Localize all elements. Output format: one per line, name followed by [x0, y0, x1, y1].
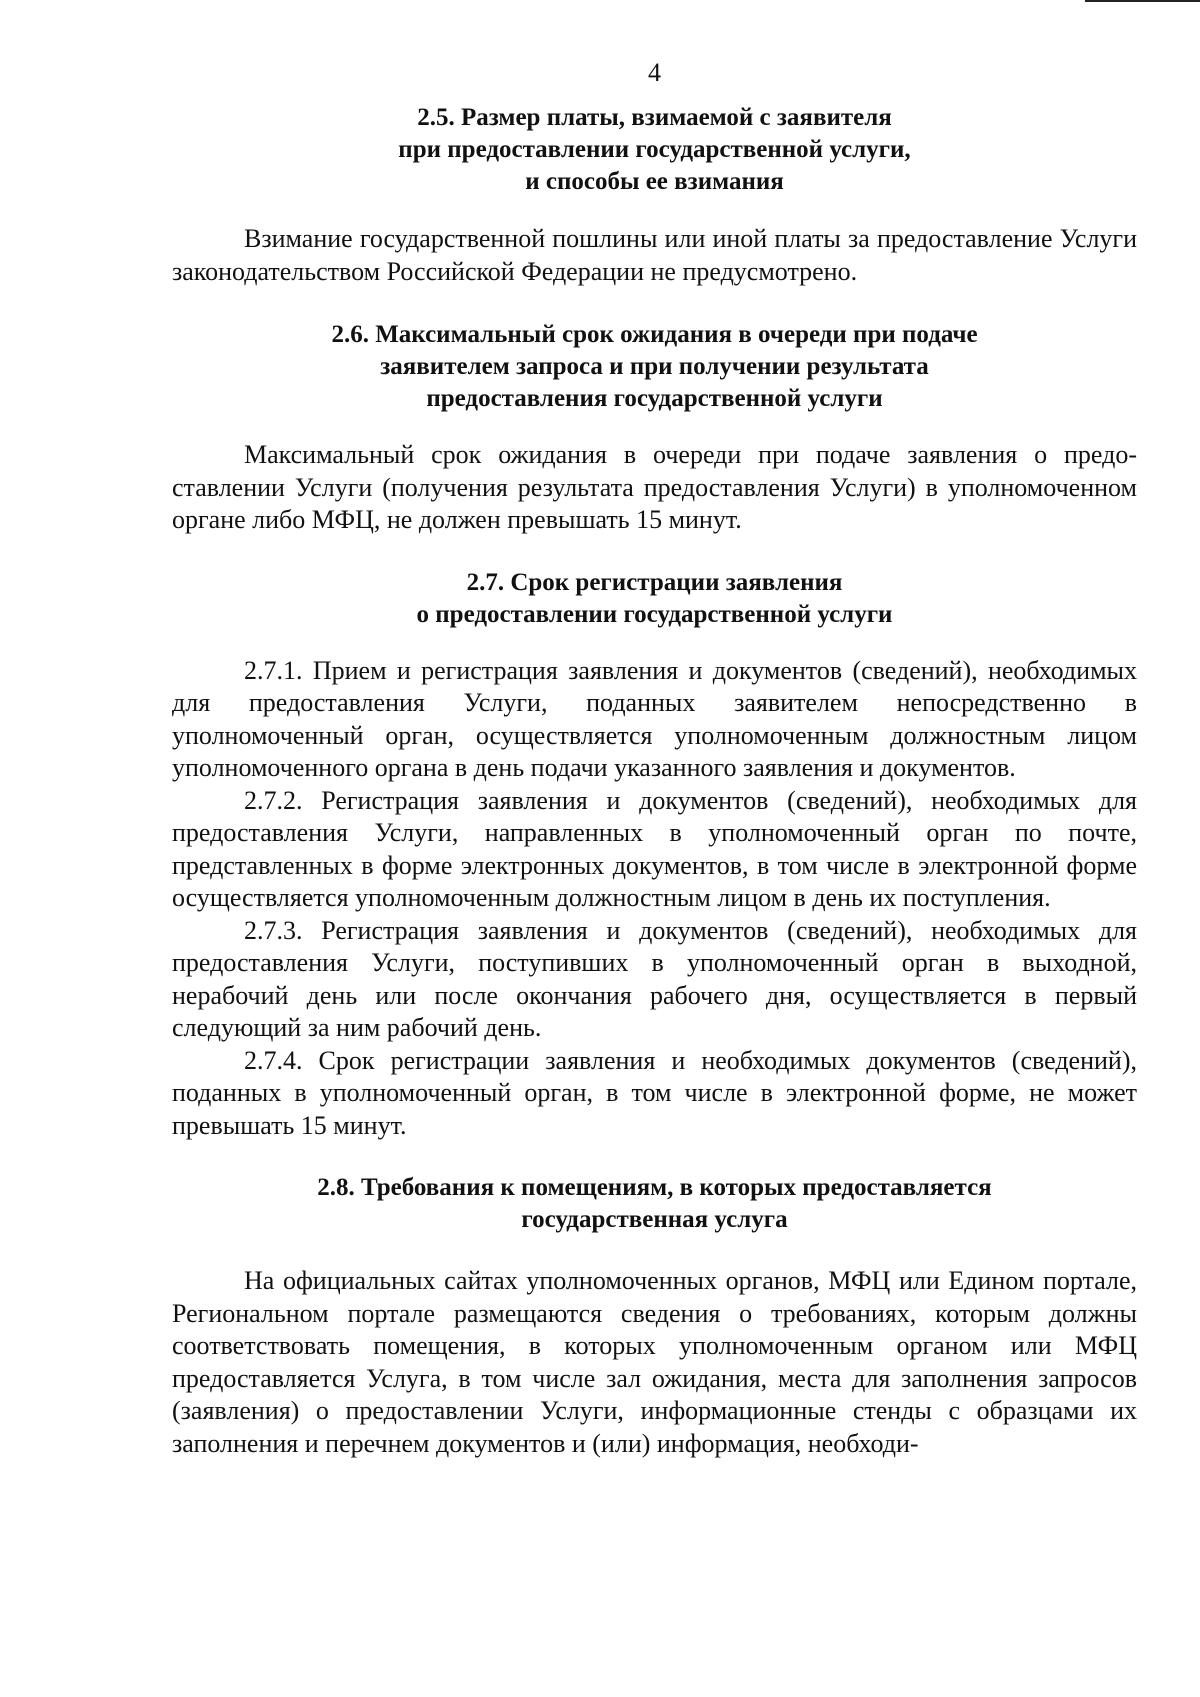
- paragraph: 2.7.2. Регистрация заявления и документов (сведений), необходимых для предоставления Услуги, направленных в уполномоченный орган по почте, представленных в форме электронных документов, в том числе в электронной форме осуществляется уполномоченным должностным лицом в день их поступления.: [172, 785, 1137, 912]
- section-title-line: 2.7. Срок регистрации заявления: [466, 568, 843, 596]
- section-title-line: государственная услуга: [521, 1206, 788, 1233]
- top-edge-rule: [1085, 0, 1200, 2]
- section-title-line: 2.8. Требования к помещениям, в которых предоставляется: [317, 1174, 992, 1201]
- section-title-line: при предоставлении государственной услуги,: [398, 136, 911, 163]
- paragraph: 2.7.4. Срок регистрации заявления и необходимых документов (сведений), поданных в уполномоченный орган, в том числе в электронной форме, не может превышать 15 минут.: [172, 1045, 1137, 1140]
- section-title-2-7: [172, 567, 1137, 631]
- paragraph: Максимальный срок ожидания в очереди при подаче заявления о предоставлении Услуги (получения результата предоставления Услуги) в уполномоченном органе либо МФЦ, не должен превышать 15 минут.: [172, 440, 1137, 534]
- section-title-2-5: [172, 102, 1137, 198]
- section-title-2-8: [172, 1172, 1137, 1236]
- paragraph: 2.7.1. Прием и регистрация заявления и документов (сведений), необходимых для предоставления Услуги, поданных заявителем непосредственно в уполномоченный орган, осуществляется уполномоченным должностным лицом уполномоченного органа в день подачи указанного заявления и документов.: [172, 655, 1137, 782]
- paragraph: Взимание государственной пошлины или иной платы за предоставление Услуги законодательством Российской Федерации не предусмотрено.: [172, 224, 1137, 286]
- paragraph: На официальных сайтах уполномоченных органов, МФЦ или Едином портале, Региональном портале размещаются сведения о требованиях, которым должны соответствовать помещения, в которых уполномоченным органом или МФЦ предоставляется Услуга, в том числе зал ожидания, места для заполнения запросов (заявления) о предоставлении Услуги, информационные стенды с образцами их заполнения и перечнем документов и (или) информация, необходи-: [172, 1266, 1137, 1458]
- paragraph: 2.7.3. Регистрация заявления и документов (сведений), необходимых для предоставления Услуги, поступивших в уполномоченный орган в выходной, нерабочий день или после окончания рабочего дня, осуществляется в первый следующий за ним рабочий день.: [172, 915, 1137, 1042]
- section-title-line: и способы ее взимания: [525, 168, 784, 195]
- section-title-line: 2.5. Размер платы, взимаемой с заявителя: [417, 104, 892, 131]
- document-page: [172, 55, 1137, 1460]
- page-number: 4: [648, 58, 661, 87]
- section-title-2-6: [172, 319, 1137, 415]
- section-title-line: заявителем запроса и при получении результата: [380, 353, 929, 380]
- section-title-line: предоставления государственной услуги: [426, 385, 883, 412]
- section-title-line: о предоставлении государственной услуги: [416, 600, 893, 628]
- section-title-line: 2.6. Максимальный срок ожидания в очереди при подаче: [331, 321, 978, 348]
